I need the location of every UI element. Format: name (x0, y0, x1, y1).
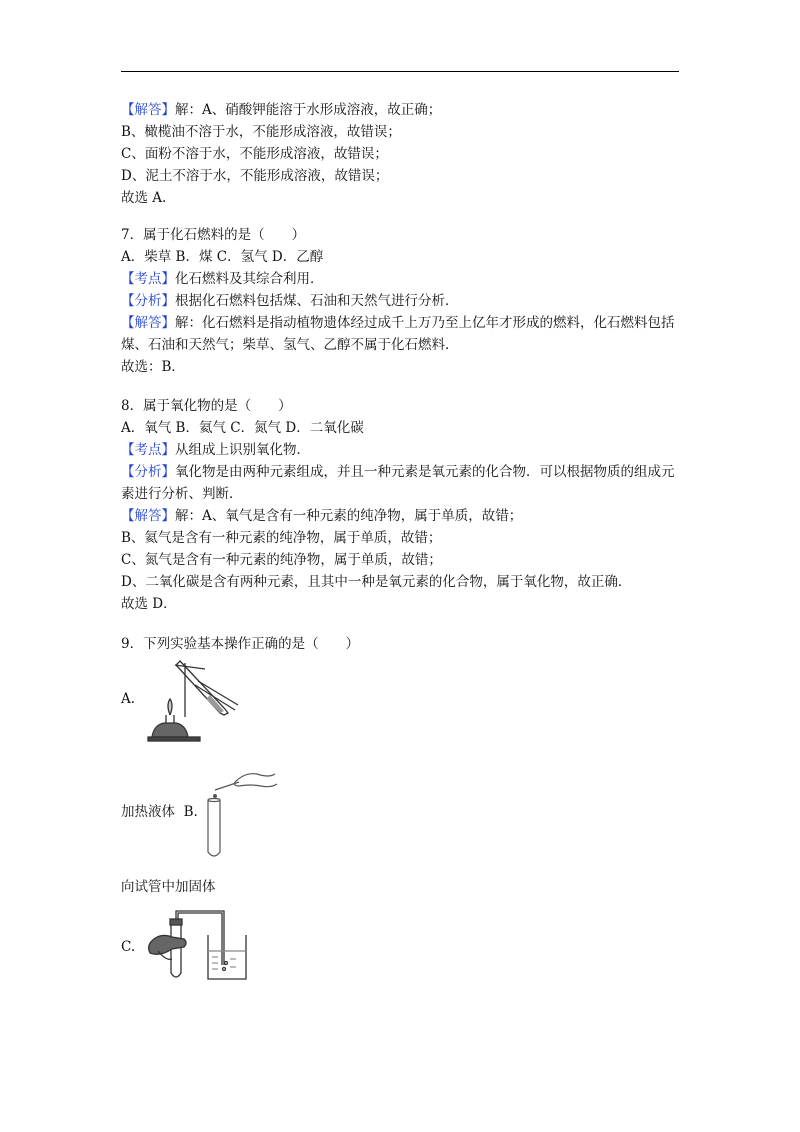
q8-jieda-line1: 【解答】解：A、氧气是含有一种元素的纯净物，属于单质，故错； (121, 508, 523, 524)
q9-option-a-label: A. (121, 691, 136, 707)
q8-jieda-line4: D、二氧化碳是含有两种元素，且其中一种是氧元素的化合物，属于氧化物，故正确． (121, 574, 632, 590)
q6-answer-line2: B、橄榄油不溶于水，不能形成溶液，故错误； (121, 124, 401, 140)
kaodian-tag: 【考点】 (121, 442, 175, 458)
answer-tag: 【解答】 (121, 315, 175, 331)
answer-tag: 【解答】 (121, 102, 175, 118)
fenxi-tag: 【分析】 (121, 464, 175, 480)
q8-jieda-line3: C、氮气是含有一种元素的纯净物，属于单质，故错； (121, 552, 442, 568)
q8-jieda-line2: B、氦气是含有一种元素的纯净物，属于单质，故错； (121, 530, 442, 546)
q9-option-b-label: B. (183, 804, 198, 820)
q6-answer-line3: C、面粉不溶于水，不能形成溶液，故错误； (121, 146, 388, 162)
q9-caption-a: 加热液体 B. (121, 804, 198, 820)
fenxi-tag: 【分析】 (121, 293, 175, 309)
q9-stem: 9．下列实验基本操作正确的是（ ） (121, 636, 360, 652)
q7-kaodian: 【考点】化石燃料及其综合利用． (121, 271, 324, 287)
q9-caption-b: 向试管中加固体 (121, 879, 216, 895)
heating-liquid-illustration (140, 655, 240, 745)
q7-jieda-line2: 煤、石油和天然气；柴草、氢气、乙醇不属于化石燃料． (121, 337, 459, 353)
airtightness-check-illustration (142, 905, 262, 985)
q9-option-c-label: C. (121, 939, 136, 955)
q7-stem: 7．属于化石燃料的是（ ） (121, 227, 306, 243)
q7-jieda-line1: 【解答】解：化石燃料是指动植物遗体经过成千上万乃至上亿年才形成的燃料，化石燃料包括 (121, 315, 675, 331)
q6-answer-line1: 【解答】解：A、硝酸钾能溶于水形成溶液，故正确； (121, 102, 442, 118)
q8-stem: 8．属于氧化物的是（ ） (121, 398, 292, 414)
q7-options: A．柴草 B．煤 C．氢气 D．乙醇 (121, 249, 324, 265)
q8-result: 故选 D． (121, 596, 177, 612)
q8-options: A．氧气 B．氦气 C．氮气 D．二氧化碳 (121, 420, 364, 436)
kaodian-tag: 【考点】 (121, 271, 175, 287)
q8-fenxi-line2: 素进行分析、判断． (121, 486, 243, 502)
header-rule (121, 71, 679, 72)
q8-fenxi-line1: 【分析】氧化物是由两种元素组成，并且一种元素是氧元素的化合物．可以根据物质的组成元 (121, 464, 675, 480)
answer-tag: 【解答】 (121, 508, 175, 524)
q8-kaodian: 【考点】从组成上识别氧化物． (121, 442, 310, 458)
q6-result: 故选 A. (121, 190, 167, 206)
q6-answer-line4: D、泥土不溶于水，不能形成溶液，故错误； (121, 168, 389, 184)
adding-solid-illustration (195, 760, 285, 860)
q7-fenxi: 【分析】根据化石燃料包括煤、石油和天然气进行分析． (121, 293, 459, 309)
q7-result: 故选：B． (121, 359, 185, 375)
